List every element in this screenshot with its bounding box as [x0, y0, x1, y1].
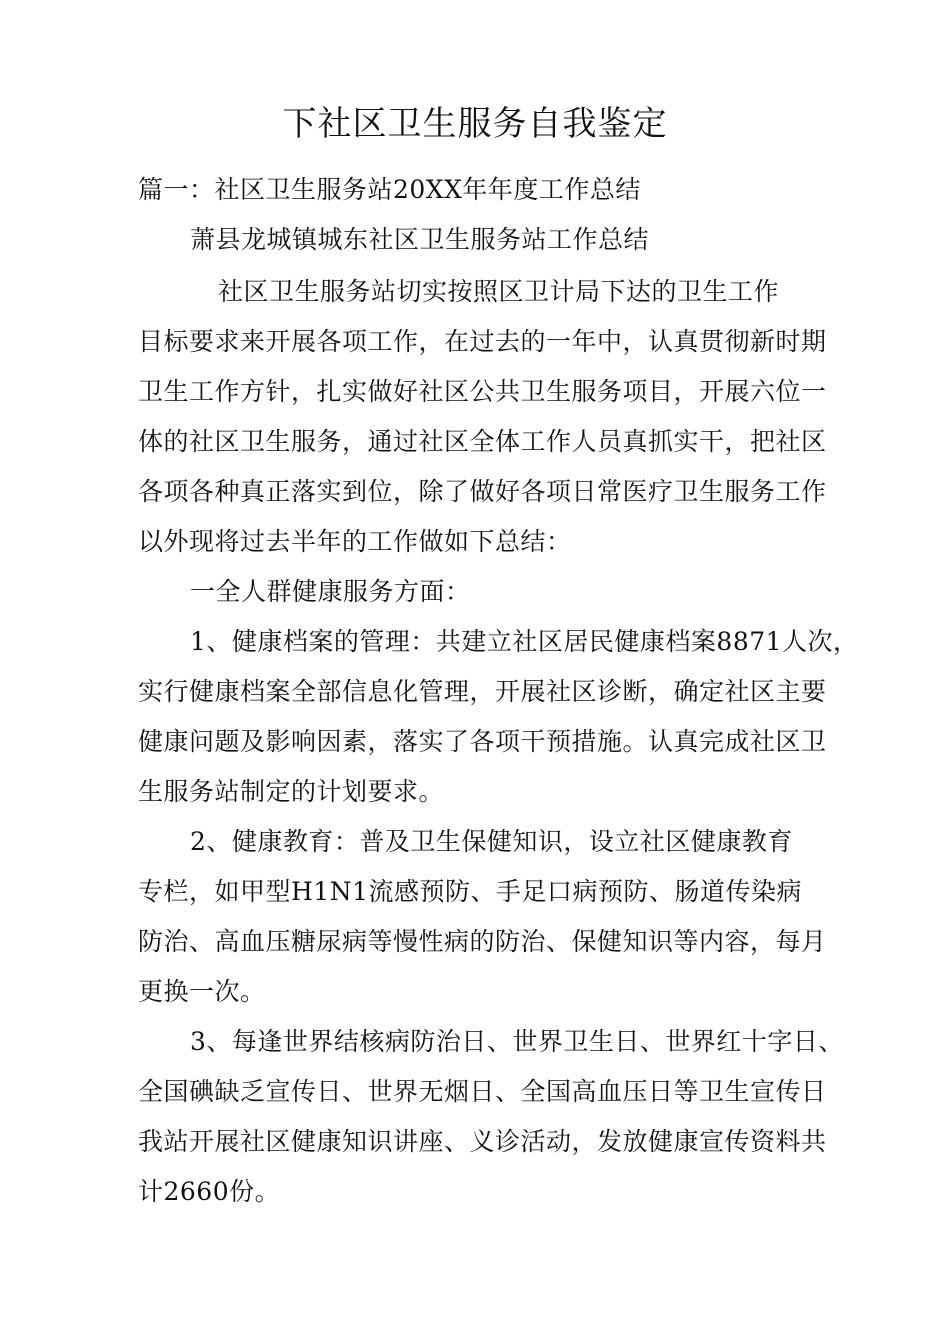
- subsection-heading: 一全人群健康服务方面：: [190, 577, 471, 606]
- paragraph-line: 生服务站制定的计划要求。: [138, 777, 445, 806]
- paragraph-line: 体的社区卫生服务，通过社区全体工作人员真抓实干，把社区: [138, 427, 827, 456]
- paragraph-line: 各项各种真正落实到位，除了做好各项日常医疗卫生服务工作: [138, 477, 827, 506]
- subtitle: 萧县龙城镇城东社区卫生服务站工作总结: [190, 225, 650, 254]
- paragraph-line: 2、健康教育：普及卫生保健知识，设立社区健康教育: [190, 827, 793, 856]
- paragraph-line: 全国碘缺乏宣传日、世界无烟日、全国高血压日等卫生宣传日: [138, 1077, 827, 1106]
- paragraph-line: 以外现将过去半年的工作做如下总结：: [138, 527, 572, 556]
- section-heading: 篇一：社区卫生服务站20XX年年度工作总结: [138, 175, 641, 204]
- paragraph-line: 实行健康档案全部信息化管理，开展社区诊断，确定社区主要: [138, 677, 827, 706]
- paragraph-line: 更换一次。: [138, 977, 266, 1006]
- paragraph-line: 健康问题及影响因素，落实了各项干预措施。认真完成社区卫: [138, 727, 827, 756]
- paragraph-line: 社区卫生服务站切实按照区卫计局下达的卫生工作: [218, 277, 780, 306]
- paragraph-line: 防治、高血压糖尿病等慢性病的防治、保健知识等内容，每月: [138, 927, 827, 956]
- paragraph-line: 卫生工作方针，扎实做好社区公共卫生服务项目，开展六位一: [138, 377, 827, 406]
- paragraph-line: 1、健康档案的管理：共建立社区居民健康档案8871人次，: [190, 627, 859, 656]
- paragraph-line: 目标要求来开展各项工作，在过去的一年中，认真贯彻新时期: [138, 327, 827, 356]
- document-title: 下社区卫生服务自我鉴定: [282, 104, 668, 144]
- paragraph-line: 专栏，如甲型H1N1流感预防、手足口病预防、肠道传染病: [138, 877, 802, 906]
- paragraph-line: 计2660份。: [138, 1177, 281, 1206]
- paragraph-line: 3、每逢世界结核病防治日、世界卫生日、世界红十字日、: [190, 1027, 844, 1056]
- paragraph-line: 我站开展社区健康知识讲座、义诊活动，发放健康宣传资料共: [138, 1127, 827, 1156]
